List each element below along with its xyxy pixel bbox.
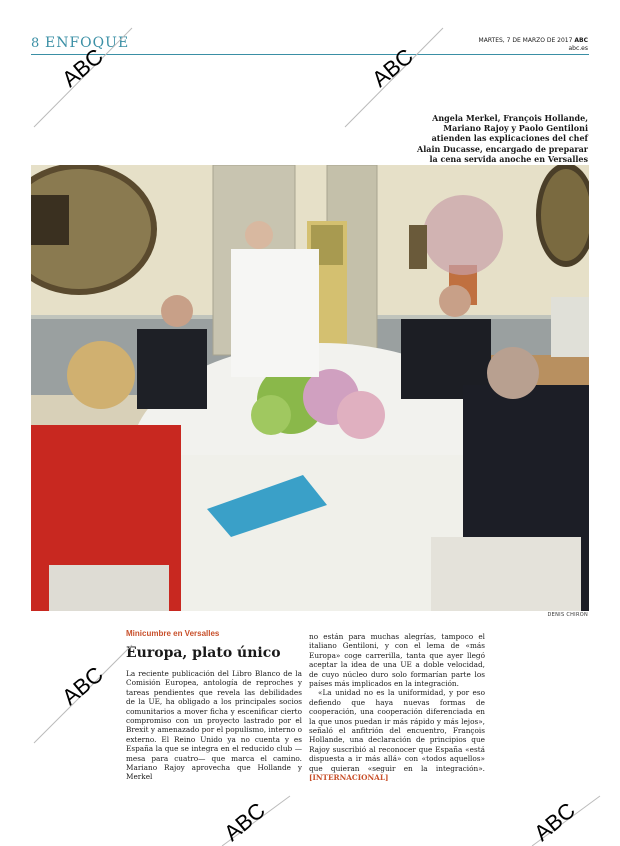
date-text: MARTES, 7 DE MARZO DE 2017 — [478, 37, 573, 44]
site-name: abc.es — [568, 45, 588, 52]
brand-name: ABC — [574, 37, 588, 44]
page-number: 8 — [31, 36, 40, 51]
watermark — [34, 28, 132, 127]
article-headline: Europa, plato único — [126, 645, 281, 661]
svg-text:ABC: ABC — [57, 43, 108, 92]
watermark — [219, 796, 290, 846]
photo-caption: Angela Merkel, François Hollande, Mariano Rajoy y Paolo Gentiloni atienden las explicaciones del chef Alain Ducasse, encargado de preparar la cena servida anoche en Versalles — [417, 113, 588, 164]
watermark — [529, 796, 600, 846]
svg-text:ABC: ABC — [529, 797, 580, 846]
article-paragraph-text: «La unidad no es la uniformidad, y por eso defiendo que haya nuevas formas de cooperación, una cooperación diferenciada en la que unos puedan ir más rápido y más lejos», señaló el anfitrión del encuentro, François Hollande, una declaración de principios que Rajoy suscribió al reconocer que España «está dispuesta a ir más allá» con «todos aquellos» que quieran «seguir en la integración». — [309, 688, 485, 773]
svg-text:ABC: ABC — [367, 43, 418, 92]
section-reference: [INTERNACIONAL] — [309, 773, 389, 783]
watermark — [34, 645, 132, 743]
photo-credit: DENIS CHIRON — [547, 612, 588, 618]
watermark — [345, 28, 443, 127]
article-kicker: Minicumbre en Versalles — [126, 629, 220, 638]
article-paragraph: no están para muchas alegrías, tampoco el italiano Gentiloni, y con el lema de «más Europa» coge carrerilla, tanta que ayer llegó aceptar la idea de una UE a doble velocidad, de cuyo núcleo duro solo formarían parte los países más implicados en la integración. — [309, 632, 485, 689]
svg-text:ABC: ABC — [57, 661, 108, 710]
svg-text:ABC: ABC — [219, 797, 270, 846]
article-paragraph: La reciente publicación del Libro Blanco de la Comisión Europea, antología de reproches y tareas pendientes que revela las debilidades de la UE, ha obligado a los principales socios comunitarios a mover ficha y escenificar cierto compromiso con un proyecto lastrado por el Brexit y amenazado por el populismo, interno o externo. El Reino Unido ya no cuenta y es España la que se integra en el reducido club —mesa para cuatro— que marca el camino. Mariano Rajoy aprovecha que Hollande y Merkel — [126, 669, 302, 782]
section-title: ENFOQUE — [45, 35, 130, 51]
